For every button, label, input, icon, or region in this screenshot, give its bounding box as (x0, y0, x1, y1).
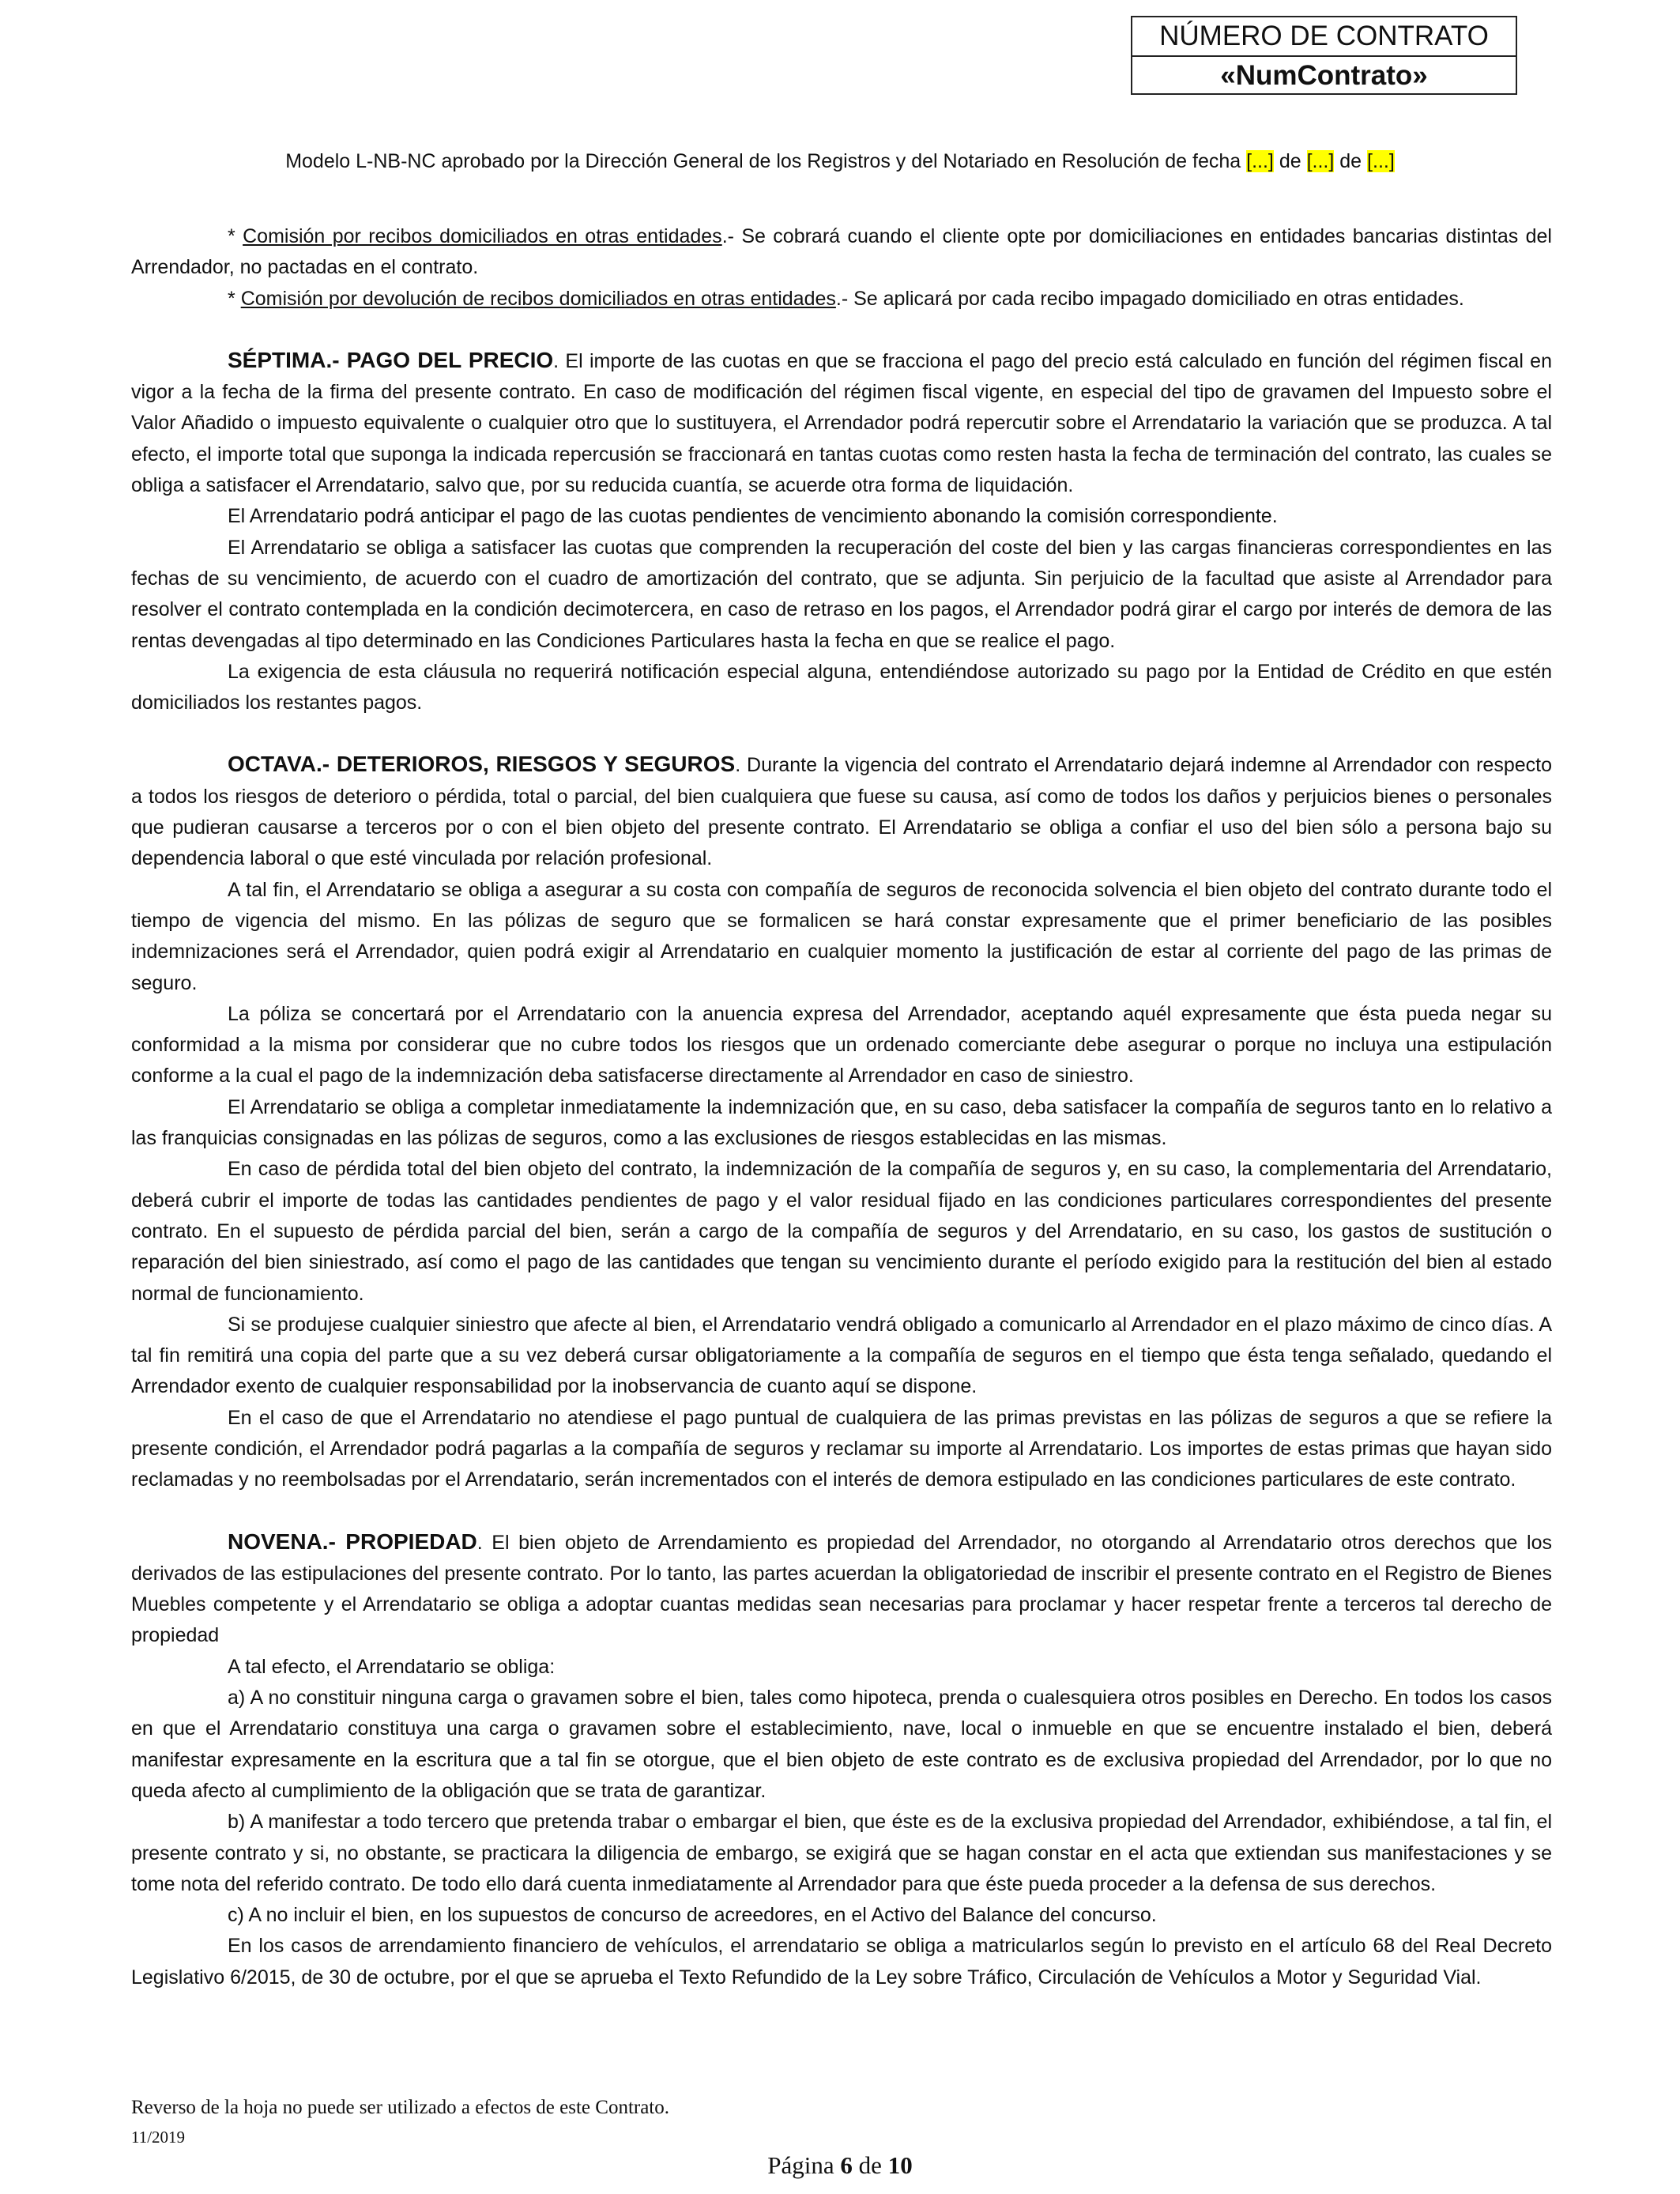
fee-item (131, 221, 1552, 284)
octava-paragraph: El Arrendatario se obliga a completar inmediatamente la indemnización que, en su caso, deba satisfacer la compañía de seguros tanto en lo relativo a las franquicias consignadas en las pólizas de seguros, como a las exclusiones de riesgos establecidas en las mismas. (131, 1095, 1552, 1150)
connector-de: de (1279, 150, 1301, 172)
septima-paragraph: La exigencia de esta cláusula no requerirá notificación especial alguna, entendiéndose autorizado su pago por la Entidad de Crédito en que estén domiciliados los restantes pagos. (131, 660, 1552, 714)
date-placeholder-year: [...] (1367, 150, 1395, 172)
contract-body (131, 221, 1552, 1993)
page-number (0, 2151, 1680, 2180)
date-placeholder-day: [...] (1246, 150, 1274, 172)
novena-paragraph: a) A no constituir ninguna carga o gravamen sobre el bien, tales como hipoteca, prenda o cualesquiera otros posibles en Derecho. En todos los casos en que el Arrendatario constituya una carga o gravamen sobre el establecimiento, nave, local o inmueble en que se encuentre instalado el bien, deberá manifestar expresamente en la escritura que a tal fin se otorgue, que el bien objeto de este contrato es de exclusiva propiedad del Arrendador, por lo que no queda afecto al cumplimiento de la obligación que se trata de garantizar. (131, 1687, 1552, 1802)
footer-note: Reverso de la hoja no puede ser utilizado a efectos de este Contrato. (131, 2097, 670, 2118)
septima-heading: SÉPTIMA.- PAGO DEL PRECIO (228, 347, 554, 372)
connector-de: de (1339, 150, 1362, 172)
page-de: de (858, 2151, 882, 2179)
footer-date: 11/2019 (131, 2128, 186, 2147)
fee-text: .- Se cobrará cuando el cliente opte por domiciliaciones en entidades bancarias distintas del Arrendador, no pactadas en el contrato. (131, 225, 1552, 279)
contract-number-box (1131, 16, 1517, 95)
octava-heading: OCTAVA.- DETERIOROS, RIESGOS Y SEGUROS (228, 752, 736, 777)
octava-paragraph: Si se produjese cualquier siniestro que afecte al bien, el Arrendatario vendrá obligado a comunicarlo al Arrendador en el plazo máximo de cinco días. A tal fin remitirá una copia del parte que a su vez deberá cursar obligatoriamente a la compañía de seguros en el tiempo que ésta tenga señalado, quedando el Arrendador exento de cualquier responsabilidad por la inobservancia de cuanto aquí se dispone. (131, 1313, 1552, 1398)
fee-bullet: * (228, 225, 243, 247)
septima-paragraph: El Arrendatario se obliga a satisfacer las cuotas que comprenden la recuperación del coste del bien y las cargas financieras correspondientes en las fechas de su vencimiento, de acuerdo con el cuadro de amortización del contrato, que se adjunta. Sin perjuicio de la facultad que asiste al Arrendador para resolver el contrato contemplada en la condición decimotercera, en caso de retraso en los pagos, el Arrendador podrá girar el cargo por interés de demora de las rentas devengadas al tipo determinado en las Condiciones Particulares hasta la fecha en que se realice el pago. (131, 536, 1552, 652)
novena-paragraph: A tal efecto, el Arrendatario se obliga: (228, 1655, 556, 1678)
septima-paragraph (131, 345, 1552, 501)
octava-paragraph: En caso de pérdida total del bien objeto del contrato, la indemnización de la compañía de seguros y, en su caso, la complementaria del Arrendatario, deberá cubrir el importe de todas las cantidades pendientes de pago y el valor residual fijado en las condiciones particulares correspondientes del presente contrato. En el supuesto de pérdida parcial del bien, serán a cargo de la compañía de seguros y del Arrendatario, en su caso, los gastos de sustitución o reparación del bien siniestrado, así como el pago de las cantidades que tengan su vencimiento durante el período exigido para la restitución del bien al estado normal de funcionamiento. (131, 1158, 1552, 1305)
page-total: 10 (887, 2151, 913, 2179)
paragraph-text: . Durante la vigencia del contrato el Arrendatario dejará indemne al Arrendador con respecto a todos los riesgos de deterioro o pérdida, total o parcial, del bien cualquiera que fuese su causa, así como de todos los daños y perjuicios bienes o personales que pudieran causarse a terceros por o con el bien objeto del presente contrato. El Arrendatario se obliga a confiar el uso del bien sólo a persona bajo su dependencia laboral o que esté vinculada por relación profesional. (131, 754, 1552, 870)
octava-paragraph: En el caso de que el Arrendatario no atendiese el pago puntual de cualquiera de las primas previstas en las pólizas de seguros a que se refiere la presente condición, el Arrendador podrá pagarlas a la compañía de seguros y reclamar su importe al Arrendatario. Los importes de estas primas que hayan sido reclamadas y no reembolsadas por el Arrendatario, serán incrementados con el interés de demora estipulado en las condiciones particulares de este contrato. (131, 1406, 1552, 1491)
novena-paragraph: b) A manifestar a todo tercero que pretenda trabar o embargar el bien, que éste es de la exclusiva propiedad del Arrendador, exhibiéndose, a tal fin, el presente contrato y si, no obstante, se practicara la diligencia de embargo, se exigirá que se hagan constar en el acta que extiendan sus manifestaciones y se tome nota del referido contrato. De todo ello dará cuenta inmediatamente al Arrendador para que éste pueda proceder a la defensa de sus derechos. (131, 1811, 1552, 1895)
date-placeholder-month: [...] (1306, 150, 1335, 172)
septima-paragraph: El Arrendatario podrá anticipar el pago de las cuotas pendientes de vencimiento abonando la comisión correspondiente. (228, 505, 1278, 528)
fee-title: Comisión por devolución de recibos domiciliados en otras entidades (240, 287, 836, 310)
fee-bullet: * (228, 287, 241, 310)
page-current: 6 (840, 2151, 853, 2179)
novena-paragraph: c) A no incluir el bien, en los supuestos de concurso de acreedores, en el Activo del Balance del concurso. (228, 1904, 1157, 1927)
novena-paragraph (131, 1526, 1552, 1652)
octava-paragraph: A tal fin, el Arrendatario se obliga a asegurar a su costa con compañía de seguros de reconocida solvencia el bien objeto del contrato durante todo el tiempo de vigencia del mismo. En las pólizas de seguro que se formalicen se hará constar expresamente que el primer beneficiario de las posibles indemnizaciones será el Arrendador, quien podrá exigir al Arrendatario en cualquier momento la justificación de estar al corriente del pago de las primas de seguro. (131, 878, 1552, 994)
paragraph-text: . El bien objeto de Arrendamiento es propiedad del Arrendador, no otorgando al Arrendatario otros derechos que los derivados de las estipulaciones del presente contrato. Por lo tanto, las partes acuerdan la obligatoriedad de inscribir el presente contrato en el Registro de Bienes Muebles competente y el Arrendatario se obliga a adoptar cuantas medidas sean necesarias para proclamar y hacer respetar frente a terceros tal derecho de propiedad (131, 1531, 1552, 1647)
fee-text: .- Se aplicará por cada recibo impagado domiciliado en otras entidades. (835, 287, 1464, 310)
model-approval-text: Modelo L-NB-NC aprobado por la Dirección General de los Registros y del Notariado en Resolución de fecha (285, 150, 1241, 172)
fee-title: Comisión por recibos domiciliados en otras entidades (243, 225, 722, 247)
contract-number-value: «NumContrato» (1220, 60, 1428, 91)
octava-paragraph: La póliza se concertará por el Arrendatario con la anuencia expresa del Arrendador, aceptando aquél expresamente que ésta pueda negar su conformidad a la misma por considerar que no cubre todos los riesgos que un ordenado comerciante debe asegurar o porque no incluya una estipulación conforme a la cual el pago de la indemnización deba satisfacerse directamente al Arrendador en caso de siniestro. (131, 1002, 1552, 1088)
model-approval-line (0, 145, 1680, 177)
paragraph-text: . El importe de las cuotas en que se fracciona el pago del precio está calculado en función del régimen fiscal en vigor a la fecha de la firma del presente contrato. En caso de modificación del régimen fiscal vigente, en especial del tipo de gravamen del Impuesto sobre el Valor Añadido o impuesto equivalente o cualquier otro que lo sustituyera, el Arrendador podrá repercutir sobre el Arrendatario la variación que se produzca. A tal efecto, el importe total que suponga la indicada repercusión se fraccionará en tantas cuotas como resten hasta la fecha de terminación del contrato, las cuales se obliga a satisfacer el Arrendatario, salvo que, por su reducida cuantía, se acuerde otra forma de liquidación. (131, 349, 1552, 497)
fee-item (131, 284, 1552, 315)
novena-heading: NOVENA.- PROPIEDAD (228, 1529, 477, 1554)
contract-number-label: NÚMERO DE CONTRATO (1132, 17, 1516, 57)
novena-paragraph: En los casos de arrendamiento financiero de vehículos, el arrendatario se obliga a matricularlos según lo previsto en el artículo 68 del Real Decreto Legislativo 6/2015, de 30 de octubre, por el que se aprueba el Texto Refundido de la Ley sobre Tráfico, Circulación de Vehículos a Motor y Seguridad Vial. (131, 1935, 1552, 1989)
octava-paragraph (131, 748, 1552, 874)
page-prefix: Página (767, 2151, 834, 2179)
